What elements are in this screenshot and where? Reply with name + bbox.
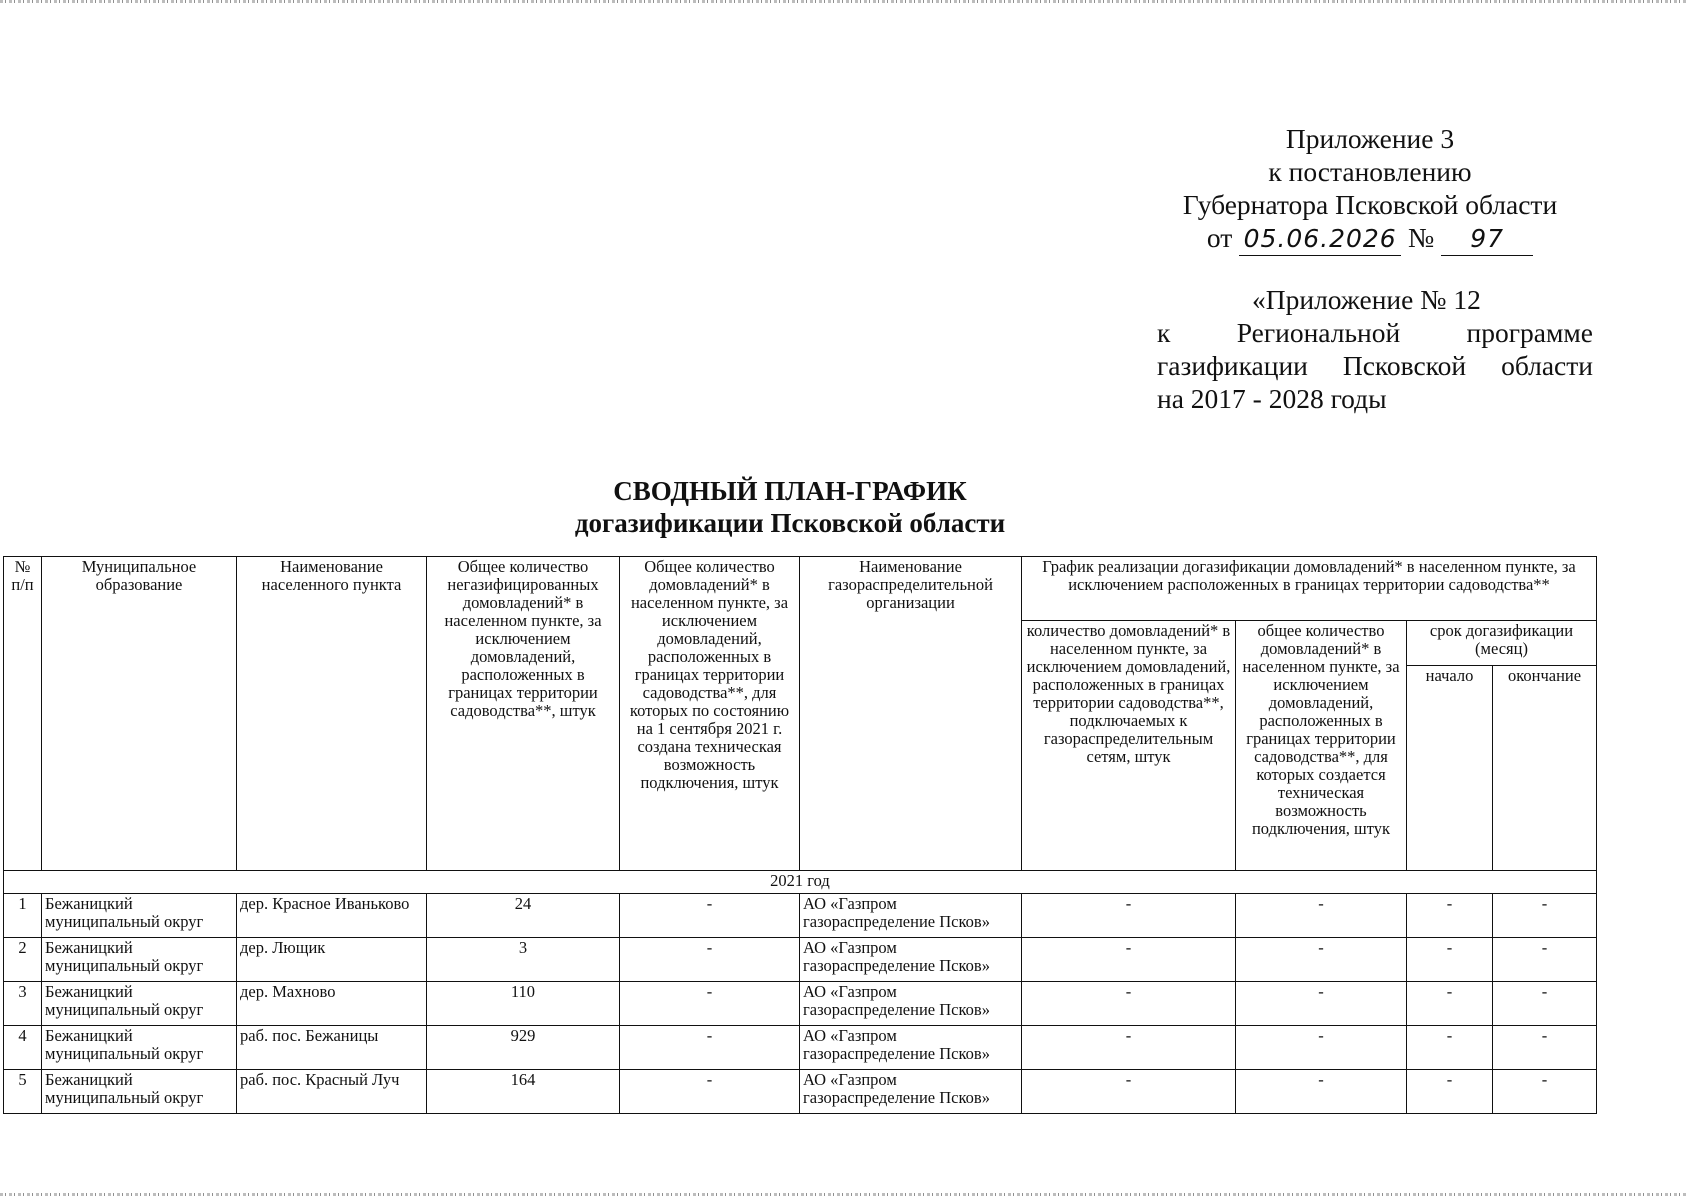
header-created-count: общее количество домовладений* в населенном пункте, за исключением домовладений, расположенных в границах территории садоводства**, для которых создается техническая возможность подключения, штук: [1236, 621, 1407, 871]
cell-start: -: [1407, 1026, 1493, 1070]
annex-word: программе: [1466, 317, 1593, 348]
table-row: [4, 1070, 1597, 1114]
cell-created: -: [1236, 894, 1407, 938]
title-line-1: СВОДНЫЙ ПЛАН-ГРАФИК: [613, 476, 967, 506]
cell-total-possible: -: [620, 938, 800, 982]
cell-created: -: [1236, 938, 1407, 982]
cell-total-possible: -: [620, 1070, 800, 1114]
annex-line-2: [1157, 316, 1593, 349]
cell-created: -: [1236, 982, 1407, 1026]
cell-municipality: Бежаницкий муниципальный округ: [42, 938, 237, 982]
cell-gas-org: АО «Газпром газораспределение Псков»: [800, 982, 1022, 1026]
cell-gas-org: АО «Газпром газораспределение Псков»: [800, 1026, 1022, 1070]
approval-line-2: к постановлению: [1268, 156, 1472, 187]
cell-end: -: [1493, 1070, 1597, 1114]
cell-settlement: дер. Красное Иваньково: [237, 894, 427, 938]
cell-total-ungasified: 24: [427, 894, 620, 938]
scan-edge-top: [0, 0, 1686, 3]
approval-line-3: Губернатора Псковской области: [1182, 189, 1558, 220]
annex-word: газификации: [1157, 350, 1308, 381]
cell-num: 5: [4, 1070, 42, 1114]
cell-connected: -: [1022, 938, 1236, 982]
header-connected-count: количество домовладений* в населенном пункте, за исключением домовладений, расположенных в границах территории садоводства**, подключаемых к газораспределительным сетям, штук: [1022, 621, 1236, 871]
cell-settlement: дер. Махново: [237, 982, 427, 1026]
cell-num: 1: [4, 894, 42, 938]
cell-start: -: [1407, 1070, 1493, 1114]
annex-line-4: на 2017 - 2028 годы: [1157, 383, 1387, 414]
cell-settlement: раб. пос. Красный Луч: [237, 1070, 427, 1114]
approval-date-line: [1130, 221, 1610, 256]
table-row: [4, 982, 1597, 1026]
plan-table: [3, 556, 1597, 1114]
header-total-ungasified: Общее количество негазифицированных домовладений* в населенном пункте, за исключением домовладений, расположенных в границах территории садоводства**, штук: [427, 557, 620, 871]
cell-created: -: [1236, 1070, 1407, 1114]
year-row: [4, 871, 1597, 894]
cell-start: -: [1407, 894, 1493, 938]
cell-settlement: раб. пос. Бежаницы: [237, 1026, 427, 1070]
cell-end: -: [1493, 938, 1597, 982]
cell-municipality: Бежаницкий муниципальный округ: [42, 982, 237, 1026]
cell-total-ungasified: 929: [427, 1026, 620, 1070]
cell-num: 4: [4, 1026, 42, 1070]
annex-word: области: [1501, 350, 1593, 381]
cell-end: -: [1493, 982, 1597, 1026]
cell-created: -: [1236, 1026, 1407, 1070]
date-value: 05.06.2026: [1243, 224, 1397, 253]
header-gas-org: Наименование газораспределительной организации: [800, 557, 1022, 871]
date-field: [1239, 221, 1401, 256]
year-label: 2021 год: [4, 871, 1597, 894]
annex-block: [1157, 283, 1593, 415]
annex-word: Псковской: [1342, 350, 1467, 381]
date-prefix: от: [1206, 222, 1233, 253]
header-municipality: Муниципальное образование: [42, 557, 237, 871]
header-settlement: Наименование населенного пункта: [237, 557, 427, 871]
cell-total-possible: -: [620, 894, 800, 938]
cell-gas-org: АО «Газпром газораспределение Псков»: [800, 938, 1022, 982]
annex-word: Региональной: [1236, 317, 1401, 348]
scan-edge-bottom: [0, 1193, 1686, 1196]
cell-num: 2: [4, 938, 42, 982]
number-field: [1441, 221, 1533, 256]
table-row: [4, 1026, 1597, 1070]
cell-municipality: Бежаницкий муниципальный округ: [42, 894, 237, 938]
annex-line-1: «Приложение № 12: [1252, 284, 1481, 315]
cell-total-possible: -: [620, 1026, 800, 1070]
cell-start: -: [1407, 982, 1493, 1026]
annex-line-3: [1157, 349, 1593, 382]
table-row: [4, 894, 1597, 938]
cell-connected: -: [1022, 982, 1236, 1026]
approval-block: [1130, 122, 1610, 256]
cell-num: 3: [4, 982, 42, 1026]
title-line-2: догазификации Псковской области: [574, 508, 1006, 538]
approval-line-1: Приложение 3: [1285, 123, 1455, 154]
cell-connected: -: [1022, 1070, 1236, 1114]
cell-total-ungasified: 164: [427, 1070, 620, 1114]
table-row: [4, 938, 1597, 982]
cell-start: -: [1407, 938, 1493, 982]
cell-gas-org: АО «Газпром газораспределение Псков»: [800, 894, 1022, 938]
document-title: [0, 475, 1580, 539]
cell-total-possible: -: [620, 982, 800, 1026]
header-term-group: срок догазификации (месяц): [1407, 621, 1597, 666]
cell-municipality: Бежаницкий муниципальный округ: [42, 1026, 237, 1070]
header-total-possible: Общее количество домовладений* в населенном пункте, за исключением домовладений, расположенных в границах территории садоводства**, для которых по состоянию на 1 сентября 2021 г. создана техническая возможность подключения, штук: [620, 557, 800, 871]
number-prefix: №: [1408, 222, 1435, 253]
annex-word: к: [1157, 317, 1171, 348]
cell-municipality: Бежаницкий муниципальный округ: [42, 1070, 237, 1114]
number-value: 97: [1470, 224, 1505, 253]
cell-total-ungasified: 110: [427, 982, 620, 1026]
cell-gas-org: АО «Газпром газораспределение Псков»: [800, 1070, 1022, 1114]
cell-settlement: дер. Лющик: [237, 938, 427, 982]
header-schedule-group: График реализации догазификации домовладений* в населенном пункте, за исключением расположенных в границах территории садоводства**: [1022, 557, 1597, 621]
header-num: № п/п: [4, 557, 42, 871]
cell-connected: -: [1022, 894, 1236, 938]
cell-end: -: [1493, 894, 1597, 938]
header-term-end: окончание: [1493, 666, 1597, 871]
cell-end: -: [1493, 1026, 1597, 1070]
header-term-start: начало: [1407, 666, 1493, 871]
cell-connected: -: [1022, 1026, 1236, 1070]
cell-total-ungasified: 3: [427, 938, 620, 982]
